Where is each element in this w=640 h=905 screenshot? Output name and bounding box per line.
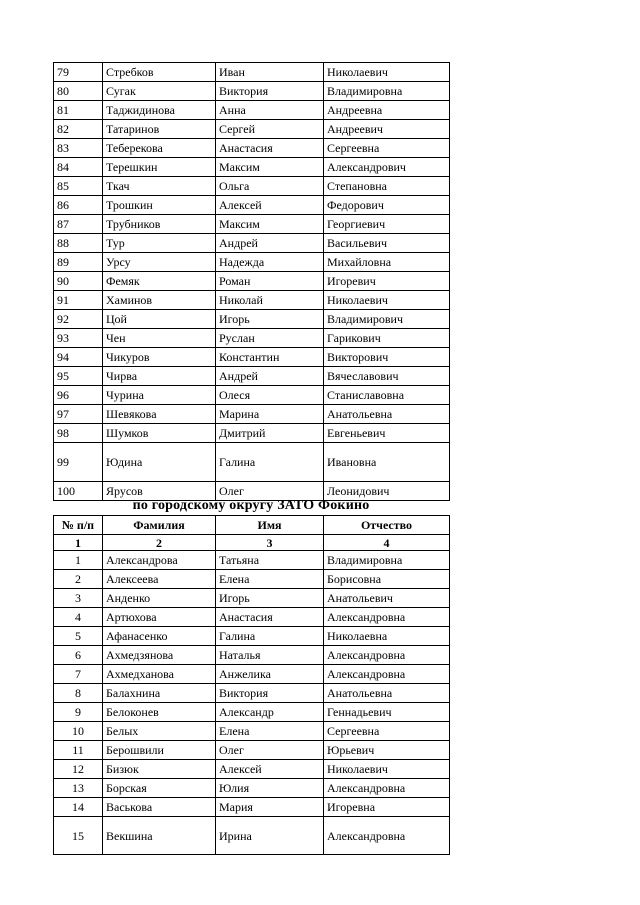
row-number: 85 [54, 177, 103, 196]
table-row [54, 63, 450, 82]
row-number: 95 [54, 367, 103, 386]
column-number: 1 [54, 535, 103, 551]
surname-cell: Шевякова [103, 405, 216, 424]
name-cell: Ирина [216, 817, 324, 855]
row-number: 12 [54, 760, 103, 779]
surname-cell: Чирва [103, 367, 216, 386]
row-number: 6 [54, 646, 103, 665]
surname-cell: Урсу [103, 253, 216, 272]
name-cell: Дмитрий [216, 424, 324, 443]
surname-cell: Александрова [103, 551, 216, 570]
row-number: 93 [54, 329, 103, 348]
table-row [54, 665, 450, 684]
patronymic-cell: Леонидович [324, 482, 450, 501]
patronymic-cell: Игоревна [324, 798, 450, 817]
patronymic-cell: Юрьевич [324, 741, 450, 760]
name-cell: Анжелика [216, 665, 324, 684]
table-row [54, 82, 450, 101]
patronymic-cell: Евгеньевич [324, 424, 450, 443]
patronymic-cell: Николаевна [324, 627, 450, 646]
top-table-body [54, 63, 450, 501]
table-row [54, 215, 450, 234]
row-number: 7 [54, 665, 103, 684]
row-number: 91 [54, 291, 103, 310]
top-table [53, 62, 450, 501]
surname-cell: Трубников [103, 215, 216, 234]
name-cell: Сергей [216, 120, 324, 139]
row-number: 2 [54, 570, 103, 589]
surname-cell: Ахмедзянова [103, 646, 216, 665]
name-cell: Олег [216, 482, 324, 501]
name-cell: Ольга [216, 177, 324, 196]
row-number: 87 [54, 215, 103, 234]
surname-cell: Ярусов [103, 482, 216, 501]
table-row [54, 817, 450, 855]
surname-cell: Балахнина [103, 684, 216, 703]
bottom-table-body [54, 551, 450, 855]
table-row [54, 196, 450, 215]
table-row [54, 722, 450, 741]
row-number: 94 [54, 348, 103, 367]
surname-cell: Алексеева [103, 570, 216, 589]
table-row [54, 589, 450, 608]
patronymic-cell: Александрович [324, 158, 450, 177]
row-number: 11 [54, 741, 103, 760]
name-cell: Галина [216, 627, 324, 646]
header-row [54, 516, 450, 535]
header-patronymic: Отчество [324, 516, 450, 535]
table-row [54, 253, 450, 272]
table-row [54, 551, 450, 570]
name-cell: Максим [216, 158, 324, 177]
table-row [54, 348, 450, 367]
patronymic-cell: Викторович [324, 348, 450, 367]
row-number: 3 [54, 589, 103, 608]
row-number: 97 [54, 405, 103, 424]
patronymic-cell: Игоревич [324, 272, 450, 291]
row-number: 84 [54, 158, 103, 177]
name-cell: Олег [216, 741, 324, 760]
surname-cell: Чен [103, 329, 216, 348]
table-row [54, 608, 450, 627]
column-number: 2 [103, 535, 216, 551]
patronymic-cell: Вячеславович [324, 367, 450, 386]
patronymic-cell: Александровна [324, 608, 450, 627]
patronymic-cell: Владимировна [324, 82, 450, 101]
table-row [54, 234, 450, 253]
patronymic-cell: Андреевич [324, 120, 450, 139]
surname-cell: Трошкин [103, 196, 216, 215]
row-number: 96 [54, 386, 103, 405]
patronymic-cell: Владимировна [324, 551, 450, 570]
row-number: 1 [54, 551, 103, 570]
header-name: Имя [216, 516, 324, 535]
surname-cell: Берошвили [103, 741, 216, 760]
header-num: № п/п [54, 516, 103, 535]
surname-cell: Татаринов [103, 120, 216, 139]
row-number: 83 [54, 139, 103, 158]
table-row [54, 760, 450, 779]
name-cell: Наталья [216, 646, 324, 665]
table-row [54, 627, 450, 646]
patronymic-cell: Александровна [324, 779, 450, 798]
patronymic-cell: Станиславовна [324, 386, 450, 405]
patronymic-cell: Борисовна [324, 570, 450, 589]
patronymic-cell: Анатольевна [324, 405, 450, 424]
row-number: 89 [54, 253, 103, 272]
name-cell: Виктория [216, 82, 324, 101]
row-number: 80 [54, 82, 103, 101]
table-row [54, 779, 450, 798]
table-row [54, 329, 450, 348]
surname-cell: Борская [103, 779, 216, 798]
row-number: 9 [54, 703, 103, 722]
surname-cell: Стребков [103, 63, 216, 82]
name-cell: Игорь [216, 589, 324, 608]
name-cell: Роман [216, 272, 324, 291]
bottom-table [53, 515, 450, 855]
table-row [54, 741, 450, 760]
row-number: 82 [54, 120, 103, 139]
name-cell: Анастасия [216, 608, 324, 627]
row-number: 4 [54, 608, 103, 627]
surname-cell: Ткач [103, 177, 216, 196]
surname-cell: Сугак [103, 82, 216, 101]
patronymic-cell: Николаевич [324, 63, 450, 82]
row-number: 98 [54, 424, 103, 443]
surname-cell: Шумков [103, 424, 216, 443]
name-cell: Руслан [216, 329, 324, 348]
patronymic-cell: Михайловна [324, 253, 450, 272]
name-cell: Игорь [216, 310, 324, 329]
row-number: 15 [54, 817, 103, 855]
table-row [54, 272, 450, 291]
name-cell: Алексей [216, 760, 324, 779]
surname-cell: Чикуров [103, 348, 216, 367]
name-cell: Алексей [216, 196, 324, 215]
row-number: 8 [54, 684, 103, 703]
name-cell: Елена [216, 722, 324, 741]
table-row [54, 291, 450, 310]
table-row [54, 158, 450, 177]
patronymic-cell: Сергеевна [324, 722, 450, 741]
patronymic-cell: Владимирович [324, 310, 450, 329]
patronymic-cell: Анатольевич [324, 589, 450, 608]
name-cell: Анна [216, 101, 324, 120]
name-cell: Мария [216, 798, 324, 817]
name-cell: Александр [216, 703, 324, 722]
name-cell: Андрей [216, 234, 324, 253]
table-row [54, 570, 450, 589]
table-row [54, 310, 450, 329]
table-row [54, 405, 450, 424]
column-number: 3 [216, 535, 324, 551]
column-numbers-row [54, 535, 450, 551]
patronymic-cell: Николаевич [324, 291, 450, 310]
surname-cell: Афанасенко [103, 627, 216, 646]
name-cell: Олеся [216, 386, 324, 405]
name-cell: Анастасия [216, 139, 324, 158]
name-cell: Галина [216, 443, 324, 482]
surname-cell: Артюхова [103, 608, 216, 627]
table-row [54, 101, 450, 120]
patronymic-cell: Васильевич [324, 234, 450, 253]
row-number: 90 [54, 272, 103, 291]
surname-cell: Теберекова [103, 139, 216, 158]
row-number: 79 [54, 63, 103, 82]
row-number: 88 [54, 234, 103, 253]
surname-cell: Таджидинова [103, 101, 216, 120]
table-row [54, 684, 450, 703]
name-cell: Константин [216, 348, 324, 367]
row-number: 13 [54, 779, 103, 798]
surname-cell: Ахмедханова [103, 665, 216, 684]
patronymic-cell: Анатольевна [324, 684, 450, 703]
table-row [54, 703, 450, 722]
name-cell: Марина [216, 405, 324, 424]
patronymic-cell: Александровна [324, 817, 450, 855]
name-cell: Виктория [216, 684, 324, 703]
patronymic-cell: Александровна [324, 665, 450, 684]
surname-cell: Хаминов [103, 291, 216, 310]
surname-cell: Белоконев [103, 703, 216, 722]
name-cell: Юлия [216, 779, 324, 798]
name-cell: Николай [216, 291, 324, 310]
table-row [54, 443, 450, 482]
patronymic-cell: Георгиевич [324, 215, 450, 234]
patronymic-cell: Николаевич [324, 760, 450, 779]
name-cell: Татьяна [216, 551, 324, 570]
table-row [54, 177, 450, 196]
patronymic-cell: Александровна [324, 646, 450, 665]
row-number: 100 [54, 482, 103, 501]
surname-cell: Чурина [103, 386, 216, 405]
table-row [54, 424, 450, 443]
row-number: 99 [54, 443, 103, 482]
table-row [54, 120, 450, 139]
patronymic-cell: Гарикович [324, 329, 450, 348]
name-cell: Андрей [216, 367, 324, 386]
name-cell: Иван [216, 63, 324, 82]
patronymic-cell: Геннадьевич [324, 703, 450, 722]
name-cell: Максим [216, 215, 324, 234]
surname-cell: Фемяк [103, 272, 216, 291]
section-title: по городскому округу ЗАТО Фокино [132, 498, 370, 513]
surname-cell: Векшина [103, 817, 216, 855]
surname-cell: Терешкин [103, 158, 216, 177]
surname-cell: Васькова [103, 798, 216, 817]
table-row [54, 646, 450, 665]
table-row [54, 798, 450, 817]
surname-cell: Белых [103, 722, 216, 741]
surname-cell: Тур [103, 234, 216, 253]
patronymic-cell: Ивановна [324, 443, 450, 482]
surname-cell: Юдина [103, 443, 216, 482]
name-cell: Елена [216, 570, 324, 589]
row-number: 14 [54, 798, 103, 817]
patronymic-cell: Андреевна [324, 101, 450, 120]
name-cell: Надежда [216, 253, 324, 272]
row-number: 86 [54, 196, 103, 215]
row-number: 81 [54, 101, 103, 120]
table-row [54, 367, 450, 386]
table-row [54, 139, 450, 158]
patronymic-cell: Сергеевна [324, 139, 450, 158]
patronymic-cell: Степановна [324, 177, 450, 196]
surname-cell: Анденко [103, 589, 216, 608]
patronymic-cell: Федорович [324, 196, 450, 215]
row-number: 5 [54, 627, 103, 646]
row-number: 10 [54, 722, 103, 741]
table-row [54, 386, 450, 405]
column-number: 4 [324, 535, 450, 551]
header-surname: Фамилия [103, 516, 216, 535]
surname-cell: Бизюк [103, 760, 216, 779]
row-number: 92 [54, 310, 103, 329]
surname-cell: Цой [103, 310, 216, 329]
